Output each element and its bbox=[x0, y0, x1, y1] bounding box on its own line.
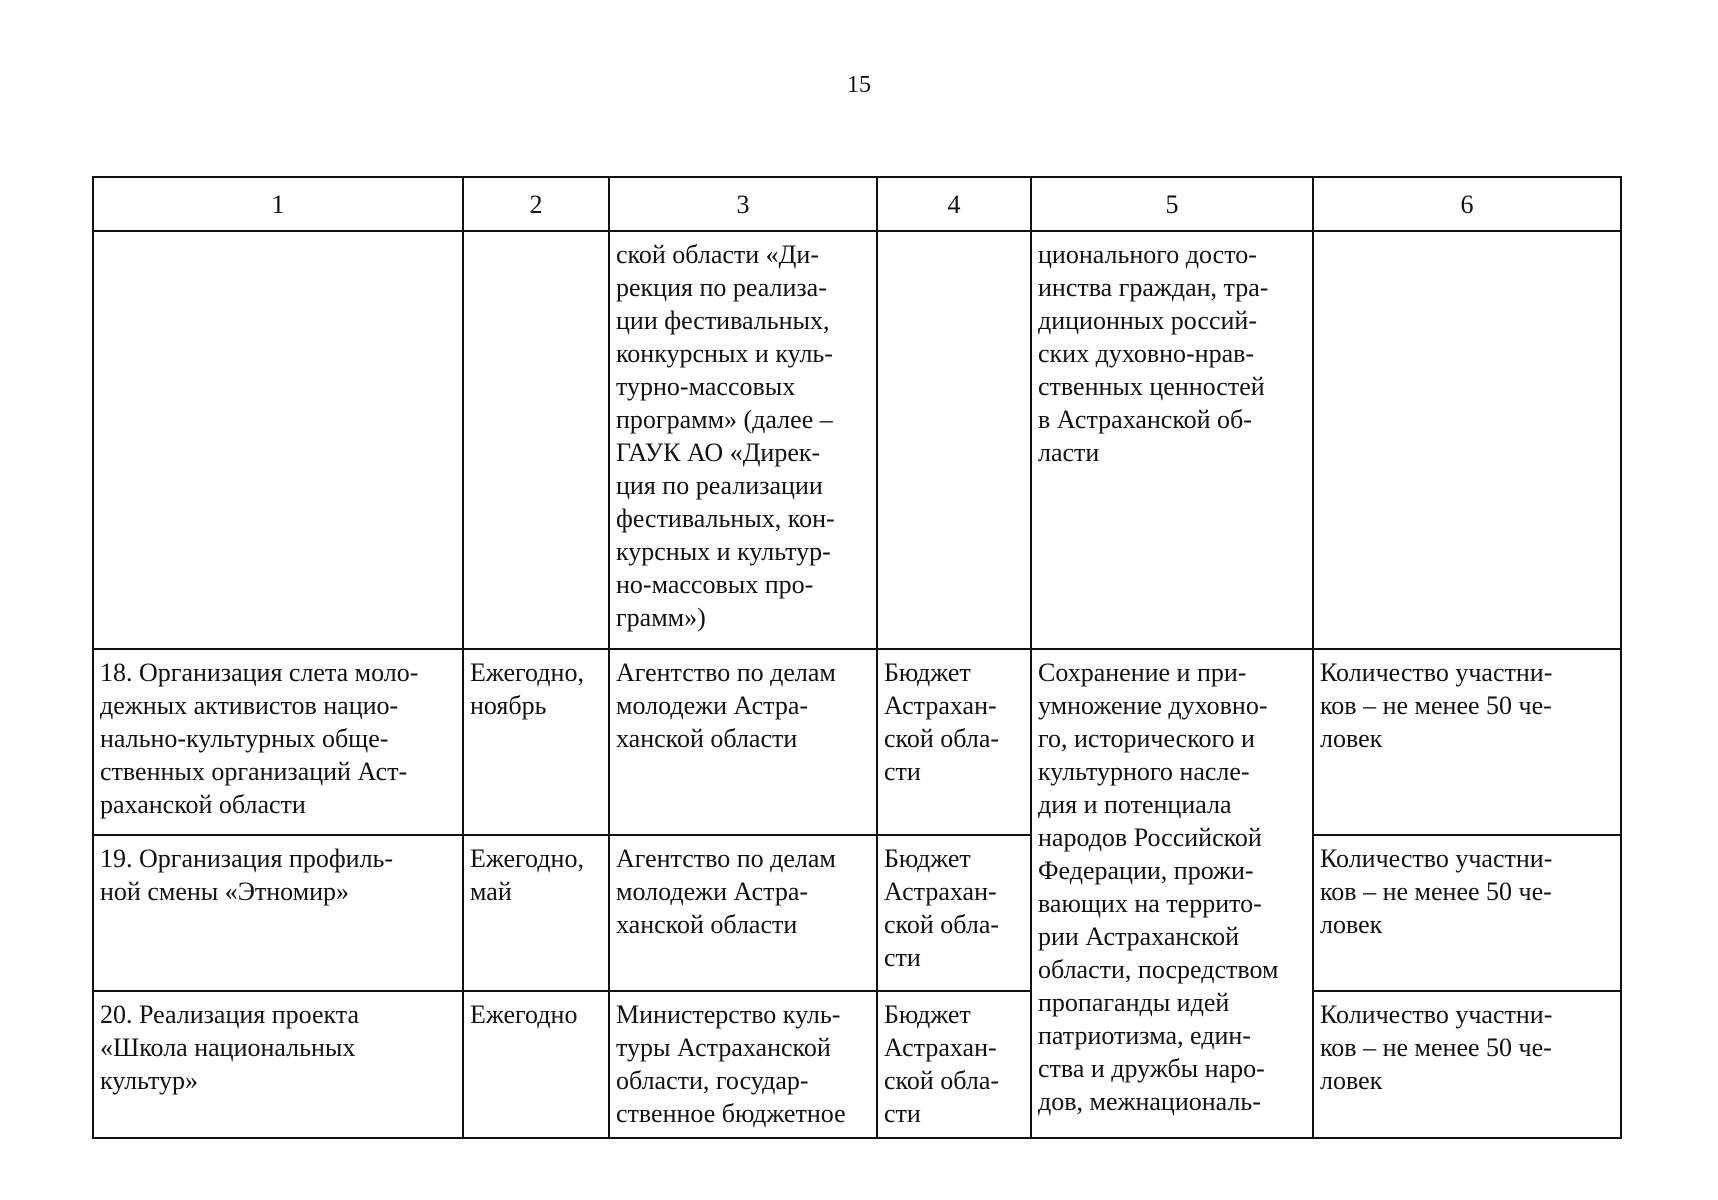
table-cell bbox=[93, 991, 463, 1138]
cell-text: 19. Организация профиль- ной смены «Этномир» bbox=[100, 844, 394, 906]
table-cell bbox=[93, 649, 463, 835]
cell-text: 20. Реализация проекта «Школа национальных культур» bbox=[100, 1000, 360, 1095]
table-cell bbox=[1313, 231, 1621, 649]
header-cell: 2 bbox=[463, 177, 609, 231]
cell-text: Количество участни- ков – не менее 50 че- ловек bbox=[1320, 658, 1553, 753]
cell-text: Ежегодно bbox=[470, 1000, 578, 1029]
measures-table bbox=[92, 176, 1622, 1139]
table-row bbox=[93, 835, 1621, 991]
table-cell-merged bbox=[1031, 649, 1313, 1138]
cell-text: Количество участни- ков – не менее 50 че- ловек bbox=[1320, 1000, 1553, 1095]
table-cell bbox=[609, 231, 877, 649]
table-cell bbox=[463, 835, 609, 991]
cell-text: Ежегодно, ноябрь bbox=[470, 658, 584, 720]
cell-text: ционального досто- инства граждан, тра- диционных россий- ских духовно-нрав- ственных ценностей в Астраханской об- ласти bbox=[1038, 240, 1269, 467]
table-cell bbox=[463, 649, 609, 835]
table-cell bbox=[609, 991, 877, 1138]
table-cell bbox=[609, 835, 877, 991]
table-cell bbox=[877, 649, 1031, 835]
table-cell bbox=[1313, 991, 1621, 1138]
table-row-continuation bbox=[93, 231, 1621, 649]
header-cell: 3 bbox=[609, 177, 877, 231]
cell-text: Бюджет Астрахан- ской обла- сти bbox=[884, 658, 1000, 786]
cell-text: Агентство по делам молодежи Астра- ханской области bbox=[616, 844, 836, 939]
cell-text: 18. Организация слета моло- дежных активистов нацио- нально-культурных обще- ственных организаций Аст- раханской области bbox=[100, 658, 419, 819]
table-cell bbox=[1313, 835, 1621, 991]
table-cell bbox=[93, 231, 463, 649]
table-header-row bbox=[93, 177, 1621, 231]
table-cell bbox=[1313, 649, 1621, 835]
header-cell: 5 bbox=[1031, 177, 1313, 231]
table-cell bbox=[877, 991, 1031, 1138]
table-cell bbox=[877, 835, 1031, 991]
cell-text: ской области «Ди- рекция по реализа- ции фестивальных, конкурсных и куль- турно-массовых программ» (далее – ГАУК АО «Дирек- ция по реализации фестивальных, кон- курсных и культур- но-массовых про- грамм») bbox=[616, 240, 835, 632]
cell-text: Ежегодно, май bbox=[470, 844, 584, 906]
cell-text: Бюджет Астрахан- ской обла- сти bbox=[884, 1000, 1000, 1128]
table-cell bbox=[609, 649, 877, 835]
cell-text: Количество участни- ков – не менее 50 че- ловек bbox=[1320, 844, 1553, 939]
table-cell bbox=[93, 835, 463, 991]
table-row bbox=[93, 649, 1621, 835]
header-cell: 1 bbox=[93, 177, 463, 231]
header-cell: 6 bbox=[1313, 177, 1621, 231]
table-cell bbox=[877, 231, 1031, 649]
table-cell bbox=[1031, 231, 1313, 649]
cell-text: Агентство по делам молодежи Астра- ханской области bbox=[616, 658, 836, 753]
cell-text: Сохранение и при- умножение духовно- го, исторического и культурного насле- дия и потенциала народов Российской Федерации, прожи- вающих на террито- рии Астраханской области, посредством пропаганды идей патриотизма, един- ства и дружбы наро- дов, межнациональ- bbox=[1038, 658, 1279, 1116]
header-cell: 4 bbox=[877, 177, 1031, 231]
table-cell bbox=[463, 231, 609, 649]
cell-text: Бюджет Астрахан- ской обла- сти bbox=[884, 844, 1000, 972]
cell-text: Министерство куль- туры Астраханской области, государ- ственное бюджетное bbox=[616, 1000, 846, 1128]
table-cell bbox=[463, 991, 609, 1138]
page-number: 15 bbox=[847, 72, 871, 98]
table-row bbox=[93, 991, 1621, 1138]
